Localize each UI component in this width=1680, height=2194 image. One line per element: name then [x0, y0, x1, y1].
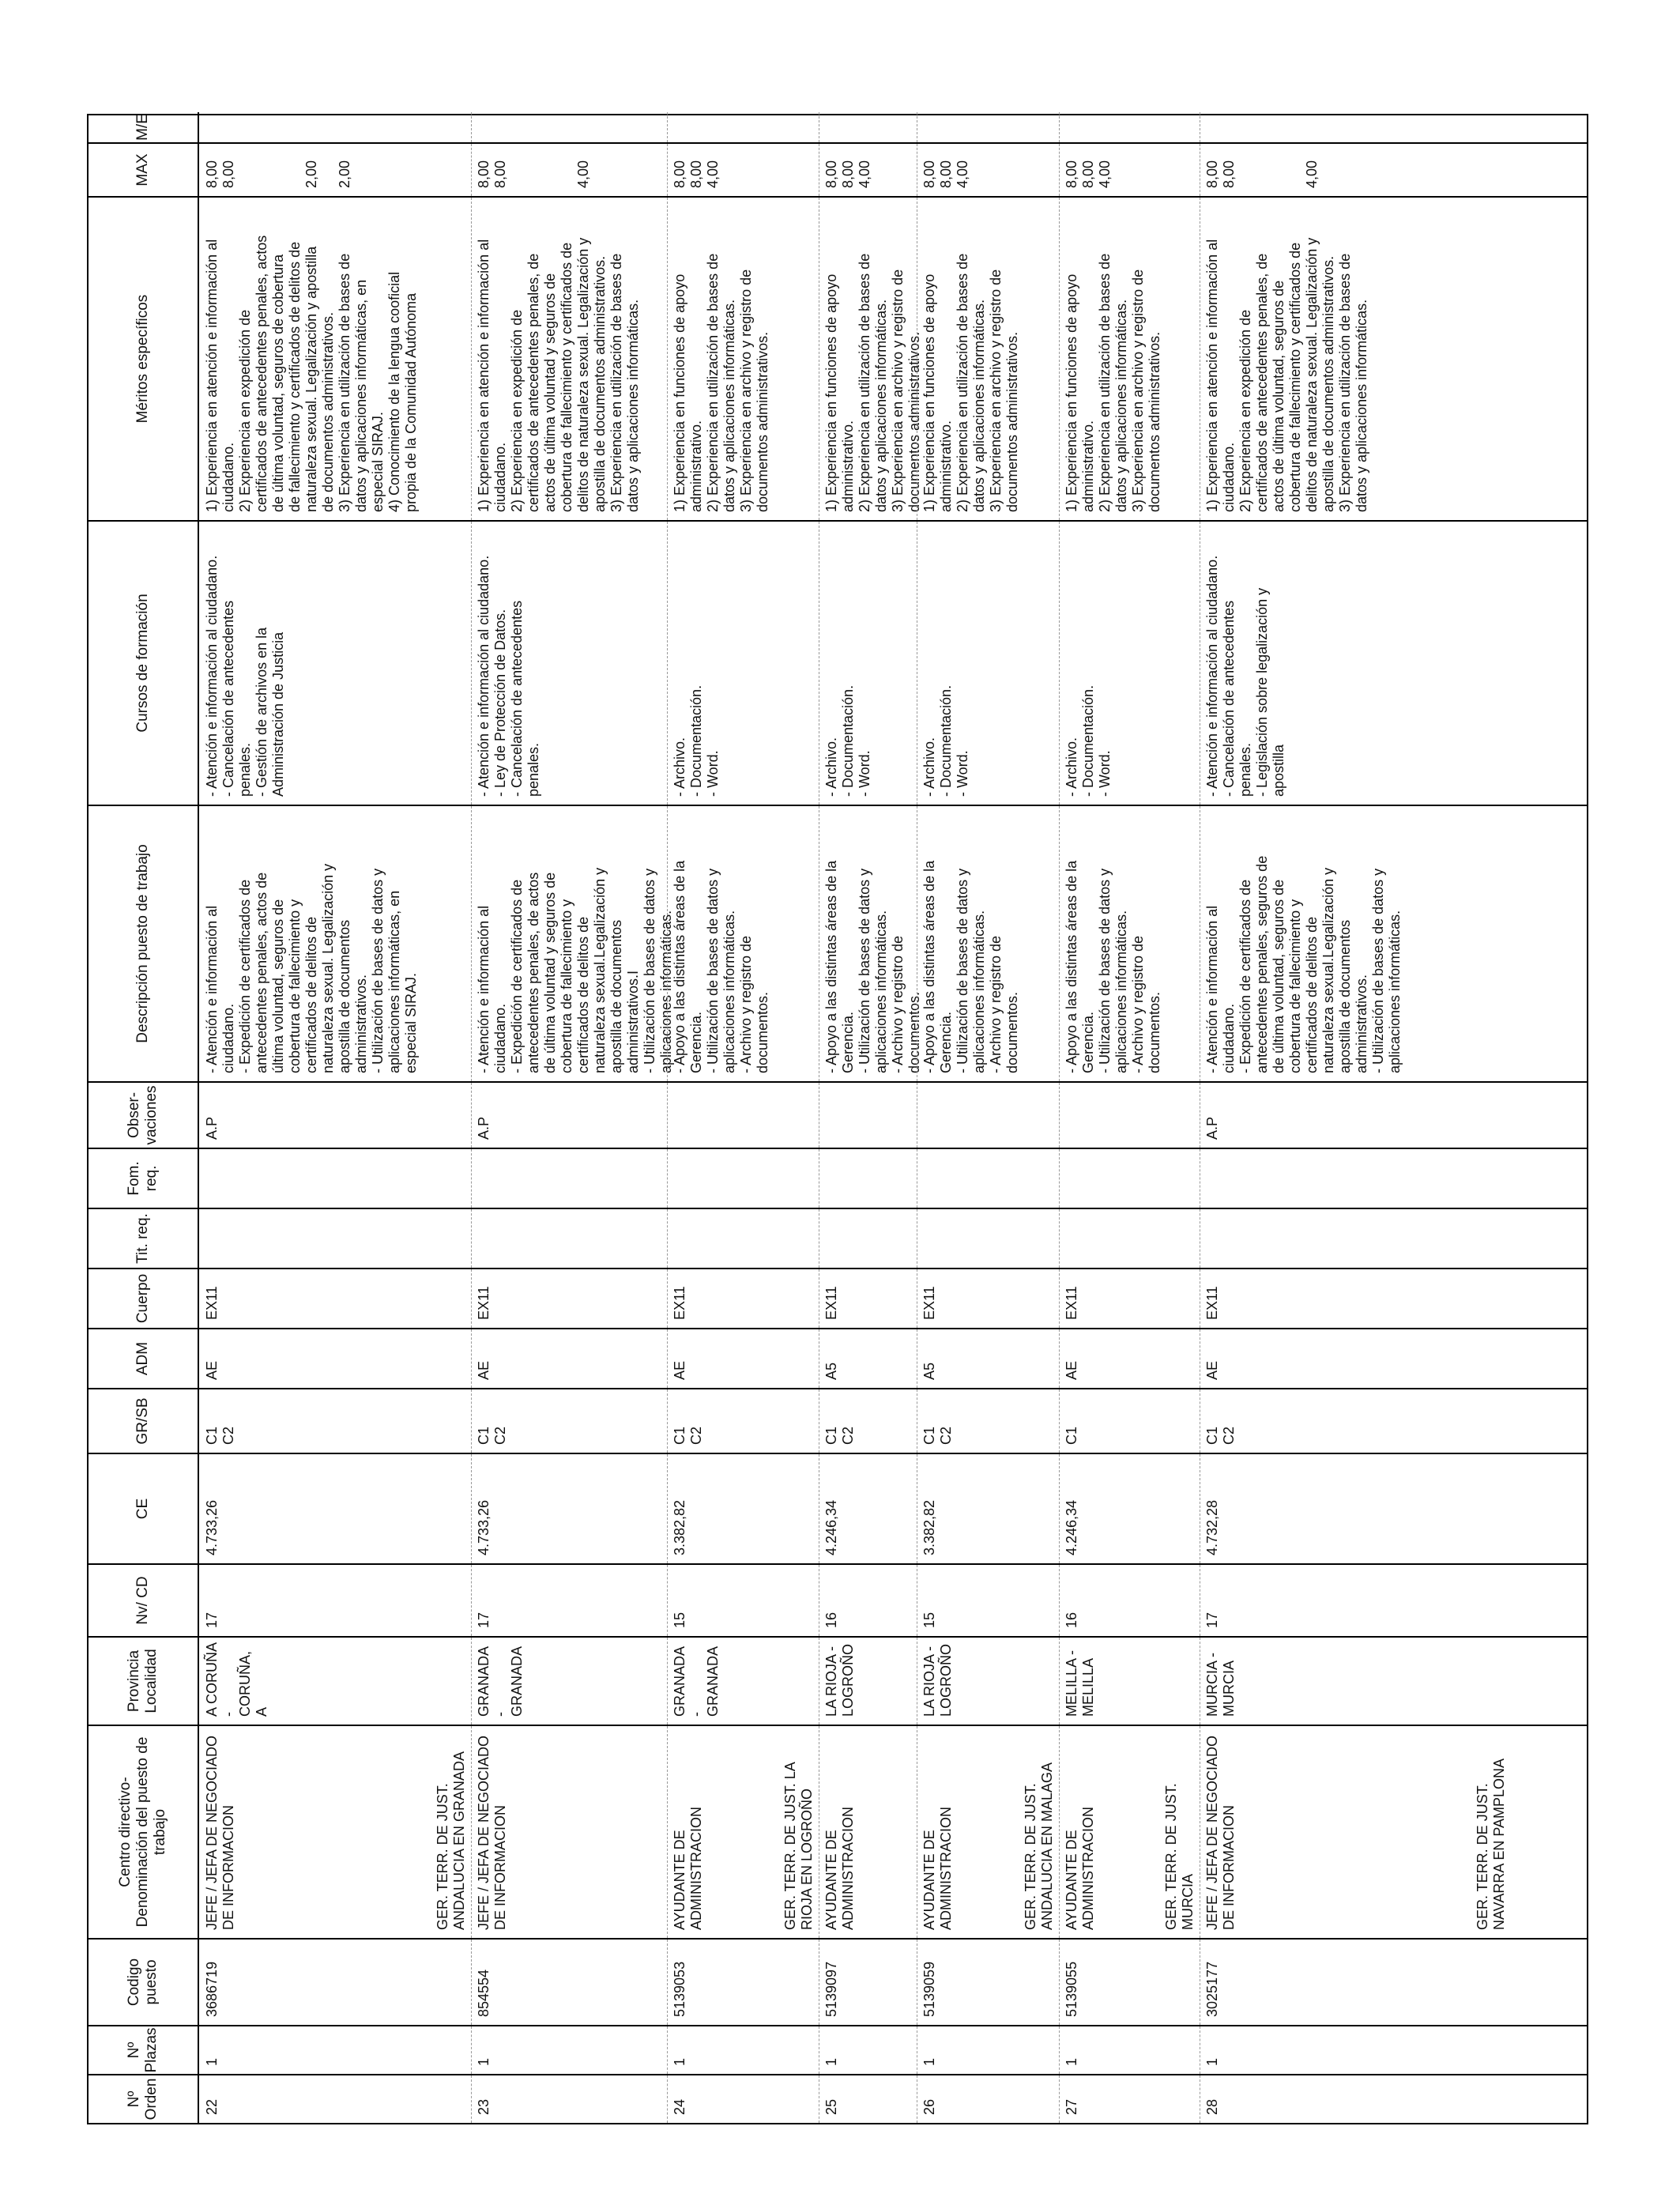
header-me: M/E	[89, 112, 199, 142]
column-meritos	[89, 196, 1587, 520]
cell-gerencia: GER. TERR. DE JUST. MURCIA	[1163, 1783, 1196, 1930]
cell-max: 8,00 8,00 4,00	[921, 160, 970, 188]
column-centro	[89, 1725, 1587, 1938]
cell-meritos: 1) Experiencia en funciones de apoyo administrativo. 2) Experiencia en utilización de bases de datos y aplicaciones informáticas. 3) Experiencia en archivo y registro de documentos administrativos.	[672, 253, 770, 512]
cell-meritos: 1) Experiencia en atención e información al ciudadano. 2) Experiencia en expedición de certificados de antecedentes penales, actos de última voluntad, seguros de cobertura de fallecimiento y certificados de delitos de naturaleza sexual. Legalización y apostilla de documentos administrativos. 3) Experiencia en utilización de bases de datos y aplicaciones informáticas, en especial SIRAJ. 4) Conocimiento de la lengua cooficial propia de la Comunidad Autónoma	[204, 235, 419, 512]
cell-grupo: C1 C2	[1204, 1426, 1237, 1445]
header-orden: Nº Orden	[89, 2075, 199, 2123]
cell-max: 8,00 8,00 4,00	[1064, 160, 1113, 188]
cell-form	[1059, 1149, 1200, 1208]
cell-descripcion: - Apoyo a las distintas áreas de la Gerencia. - Utilización de bases de datos y aplicaciones informáticas. - Archivo y registro de documentos.	[921, 860, 1020, 1073]
cell-tit	[819, 1209, 917, 1268]
cell-meritos: 1) Experiencia en funciones de apoyo administrativo. 2) Experiencia en utilización de bases de datos y aplicaciones informáticas. 3) Experiencia en archivo y registro de documentos administrativos.	[1064, 253, 1162, 512]
cell-tit	[1059, 1209, 1200, 1268]
cell-codigo: 3025177	[1204, 1961, 1220, 2017]
cell-max: 8,00 8,00 4,00	[476, 160, 591, 188]
cell-plazas: 1	[1064, 2057, 1079, 2066]
cell-cuerpo: EX11	[204, 1286, 220, 1320]
positions-table	[87, 114, 1588, 2124]
cell-form	[199, 1149, 471, 1208]
cell-centro: JEFE / JEFA DE NEGOCIADO DE INFORMACION	[476, 1735, 508, 1930]
cell-nivel: 15	[921, 1612, 937, 1628]
cell-me	[819, 112, 917, 142]
cell-cuerpo: EX11	[921, 1286, 937, 1320]
cell-codigo: 5139055	[1064, 1961, 1079, 2017]
header-tit: Tit. req.	[89, 1209, 199, 1268]
cell-tit	[1200, 1209, 1511, 1268]
cell-codigo: 3686719	[204, 1961, 220, 2017]
cell-tit	[917, 1209, 1059, 1268]
cell-ce: 3.382,82	[921, 1499, 937, 1555]
cell-ce: 4.733,26	[204, 1499, 220, 1555]
header-ce: CE	[89, 1454, 199, 1563]
header-cursos: Cursos de formación	[89, 522, 199, 805]
cell-provincia: GRANADA - GRANADA	[672, 1646, 721, 1717]
column-plazas	[89, 2025, 1587, 2074]
column-grupo	[89, 1388, 1587, 1453]
cell-cursos: - Archivo. - Documentación. - Word.	[921, 684, 970, 797]
cell-max: 8,00 8,00 4,00	[672, 160, 721, 188]
cell-adm: AE	[476, 1360, 492, 1380]
cell-provincia: LA RIOJA - LOGROÑO	[921, 1643, 954, 1717]
cell-cuerpo: EX11	[1064, 1286, 1079, 1320]
cell-provincia: LA RIOJA - LOGROÑO	[823, 1643, 856, 1717]
cell-meritos: 1) Experiencia en atención e información al ciudadano. 2) Experiencia en expedición de certificados de antecedentes penales, de actos de última voluntad y seguros de cobertura de fallecimiento y certificados de delitos de naturaleza sexual. Legalización y apostilla de documentos administrativos. 3) Experiencia en utilización de bases de datos y aplicaciones informáticas.	[476, 237, 641, 512]
cell-orden: 23	[476, 2098, 492, 2115]
cell-adm: AE	[204, 1360, 220, 1380]
header-nivel: Nv/ CD	[89, 1565, 199, 1636]
cell-nivel: 15	[672, 1612, 687, 1628]
cell-me	[471, 112, 667, 142]
cell-meritos: 1) Experiencia en atención e información al ciudadano. 2) Experiencia en expedición de certificados de antecedentes penales, de actos de última voluntad, seguros de cobertura de fallecimiento y certificados de delitos de naturaleza sexual. Legalización y apostilla de documentos administrativos. 3) Experiencia en utilización de bases de datos y aplicaciones informáticas.	[1204, 237, 1369, 512]
cell-obs: A.P	[1204, 1116, 1220, 1140]
column-ce	[89, 1453, 1587, 1563]
cell-grupo: C1 C2	[476, 1426, 508, 1445]
cell-ce: 4.732,28	[1204, 1499, 1220, 1555]
cell-provincia: MELILLA - MELILLA	[1064, 1649, 1096, 1717]
cell-centro: AYUDANTE DE ADMINISTRACION GER. TERR. DE JUST. ANDALUCIA EN MALAGA	[917, 1726, 1059, 1938]
cell-ce: 4.733,26	[476, 1499, 492, 1555]
cell-plazas: 1	[672, 2057, 687, 2066]
cell-cuerpo: EX11	[1204, 1286, 1220, 1320]
cell-gerencia: GER. TERR. DE JUST. NAVARRA EN PAMPLONA	[1475, 1758, 1507, 1930]
header-grupo: GR/SB	[89, 1389, 199, 1453]
cell-max: 8,00 8,00 2,00 2,00	[204, 160, 352, 188]
cell-orden: 26	[921, 2098, 937, 2115]
cell-cursos: - Atención e información al ciudadano. - Cancelación de antecedentes penales. - Legislación sobre legalización y apostilla	[1204, 555, 1286, 797]
column-codigo	[89, 1938, 1587, 2025]
column-orden	[89, 2074, 1587, 2123]
cell-gerencia: GER. TERR. DE JUST. ANDALUCIA EN GRANADA	[435, 1751, 467, 1930]
cell-form	[1200, 1149, 1511, 1208]
cell-provincia: MURCIA - MURCIA	[1204, 1653, 1237, 1717]
cell-cursos: - Atención e información al ciudadano. - Ley de Protección de Datos. - Cancelación de antecedentes penales.	[476, 555, 541, 797]
cell-descripcion: - Atención e información al ciudadano. - Expedición de certificados de antecedentes penales, actos de última voluntad, seguros de cobertura de fallecimiento y certificados de delitos de naturaleza sexual. Legalización y apostilla de documentos administrativos. - Utilización de bases de datos y aplicaciones informáticas, en especial SIRAJ.	[204, 863, 419, 1073]
cell-ce: 4.246,34	[1064, 1499, 1079, 1555]
cell-codigo: 854554	[476, 1969, 492, 2017]
column-descripcion	[89, 805, 1587, 1081]
column-provincia	[89, 1636, 1587, 1725]
header-codigo: Codigo puesto	[89, 1940, 199, 2025]
cell-form	[471, 1149, 667, 1208]
cell-gerencia: GER. TERR. DE JUST. LA RIOJA EN LOGROÑO	[782, 1762, 815, 1930]
column-max	[89, 142, 1587, 196]
column-me	[89, 112, 1587, 142]
column-cursos	[89, 520, 1587, 805]
cell-obs	[667, 1083, 819, 1148]
cell-provincia: GRANADA - GRANADA	[476, 1646, 525, 1717]
cell-me	[1059, 112, 1200, 142]
cell-orden: 25	[823, 2098, 839, 2115]
column-obs	[89, 1081, 1587, 1148]
cell-centro: JEFE / JEFA DE NEGOCIADO DE INFORMACION GER. TERR. DE JUST. NAVARRA EN PAMPLONA	[1200, 1726, 1511, 1938]
cell-plazas: 1	[921, 2057, 937, 2066]
cell-descripcion: - Apoyo a las distintas áreas de la Gerencia. - Utilización de bases de datos y aplicaciones informáticas. - Archivo y registro de documentos.	[1064, 860, 1162, 1073]
cell-obs	[819, 1083, 917, 1148]
cell-obs	[1059, 1083, 1200, 1148]
cell-ce: 4.246,34	[823, 1499, 839, 1555]
header-form: Fom. req.	[89, 1149, 199, 1208]
cell-centro: AYUDANTE DE ADMINISTRACION GER. TERR. DE JUST. MURCIA	[1059, 1726, 1200, 1938]
header-meritos: Méritos específicos	[89, 198, 199, 520]
cell-obs	[917, 1083, 1059, 1148]
cell-cursos: - Archivo. - Documentación. - Word.	[672, 684, 721, 797]
cell-form	[667, 1149, 819, 1208]
header-adm: ADM	[89, 1329, 199, 1388]
cell-centro: AYUDANTE DE ADMINISTRACION GER. TERR. DE JUST. LA RIOJA EN LOGROÑO	[667, 1726, 819, 1938]
header-descripcion: Descripción puesto de trabajo	[89, 806, 199, 1081]
column-adm	[89, 1328, 1587, 1388]
cell-cuerpo: EX11	[476, 1286, 492, 1320]
column-cuerpo	[89, 1268, 1587, 1328]
column-nivel	[89, 1563, 1587, 1636]
cell-me	[917, 112, 1059, 142]
cell-centro: AYUDANTE DE ADMINISTRACION	[823, 1806, 856, 1930]
cell-orden: 22	[204, 2098, 220, 2115]
cell-me	[199, 112, 471, 142]
cell-cursos: - Atención e información al ciudadano. - Cancelación de antecedentes penales. - Gestión de archivos en la Administración de Justicia	[204, 555, 286, 797]
column-tit	[89, 1208, 1587, 1268]
cell-codigo: 5139059	[921, 1961, 937, 2017]
header-plazas: Nº Plazas	[89, 2026, 199, 2074]
cell-orden: 24	[672, 2098, 687, 2115]
cell-nivel: 17	[1204, 1612, 1220, 1628]
header-cuerpo: Cuerpo	[89, 1269, 199, 1328]
cell-meritos: 1) Experiencia en funciones de apoyo administrativo. 2) Experiencia en utilización de bases de datos y aplicaciones informáticas. 3) Experiencia en archivo y registro de documentos administrativos.	[823, 253, 922, 512]
cell-obs: A.P	[204, 1116, 220, 1140]
cell-grupo: C1	[1064, 1426, 1079, 1445]
cell-plazas: 1	[204, 2057, 220, 2066]
cell-descripcion: - Apoyo a las distintas áreas de la Gerencia. - Utilización de bases de datos y aplicaciones informáticas. - Archivo y registro de documentos.	[672, 860, 770, 1073]
cell-adm: AE	[672, 1360, 687, 1380]
header-provincia: Provincia Localidad	[89, 1638, 199, 1725]
cell-descripcion: - Apoyo a las distintas áreas de la Gerencia. - Utilización de bases de datos y aplicaciones informáticas. - Archivo y registro de documentos.	[823, 860, 922, 1073]
cell-meritos: 1) Experiencia en funciones de apoyo administrativo. 2) Experiencia en utilización de bases de datos y aplicaciones informáticas. 3) Experiencia en archivo y registro de documentos administrativos.	[921, 253, 1020, 512]
cell-codigo: 5139053	[672, 1961, 687, 2017]
cell-grupo: C1 C2	[204, 1426, 236, 1445]
header-obs: Obser- vaciones	[89, 1083, 199, 1148]
cell-me	[1200, 112, 1511, 142]
cell-max: 8,00 8,00 4,00	[1204, 160, 1320, 188]
cell-nivel: 17	[476, 1612, 492, 1628]
cell-nivel: 17	[204, 1612, 220, 1628]
cell-form	[917, 1149, 1059, 1208]
cell-descripcion: - Atención e información al ciudadano. - Expedición de certificados de antecedentes penales, de actos de última voluntad y seguros de cobertura de fallecimiento y certificados de delitos de naturaleza sexual.Legalización y apostilla de documentos administrativos.I - Utilización de bases de datos y aplicaciones informáticas.	[476, 867, 674, 1073]
column-form	[89, 1148, 1587, 1208]
cell-nivel: 16	[1064, 1612, 1079, 1628]
cell-codigo: 5139097	[823, 1961, 839, 2017]
cell-adm: A5	[823, 1362, 839, 1380]
cell-ce: 3.382,82	[672, 1499, 687, 1555]
cell-grupo: C1 C2	[672, 1426, 704, 1445]
cell-tit	[667, 1209, 819, 1268]
cell-adm: AE	[1064, 1360, 1079, 1380]
cell-descripcion: - Atención e información al ciudadano. - Expedición de certificados de antecedentes penales, seguros de de última voluntad, seguros de cobertura de fallecimiento y certificados de delitos de naturaleza sexual.Legalización y apostilla de documentos administrativos. - Utilización de bases de datos y aplicaciones informáticas.	[1204, 855, 1403, 1073]
cell-nivel: 16	[823, 1612, 839, 1628]
cell-max: 8,00 8,00 4,00	[823, 160, 872, 188]
cell-provincia: A CORUÑA - CORUÑA, A	[204, 1642, 269, 1717]
cell-grupo: C1 C2	[921, 1426, 954, 1445]
cell-obs: A.P	[476, 1116, 492, 1140]
cell-cuerpo: EX11	[823, 1286, 839, 1320]
cell-centro: JEFE / JEFA DE NEGOCIADO DE INFORMACION GER. TERR. DE JUST. ANDALUCIA EN GRANADA	[199, 1726, 471, 1938]
cell-tit	[199, 1209, 471, 1268]
cell-orden: 27	[1064, 2098, 1079, 2115]
cell-cursos: - Archivo. - Documentación. - Word.	[1064, 684, 1113, 797]
cell-form	[819, 1149, 917, 1208]
cell-plazas: 1	[1204, 2057, 1220, 2066]
cell-plazas: 1	[476, 2057, 492, 2066]
cell-grupo: C1 C2	[823, 1426, 856, 1445]
cell-me	[667, 112, 819, 142]
cell-cuerpo: EX11	[672, 1286, 687, 1320]
cell-adm: AE	[1204, 1360, 1220, 1380]
header-max: MAX	[89, 144, 199, 196]
cell-gerencia: GER. TERR. DE JUST. ANDALUCIA EN MALAGA	[1023, 1762, 1055, 1930]
cell-cursos: - Archivo. - Documentación. - Word.	[823, 684, 872, 797]
cell-orden: 28	[1204, 2098, 1220, 2115]
cell-plazas: 1	[823, 2057, 839, 2066]
cell-tit	[471, 1209, 667, 1268]
header-centro: Centro directivo- Denominación del puesto de trabajo	[89, 1726, 199, 1938]
cell-adm: A5	[921, 1362, 937, 1380]
